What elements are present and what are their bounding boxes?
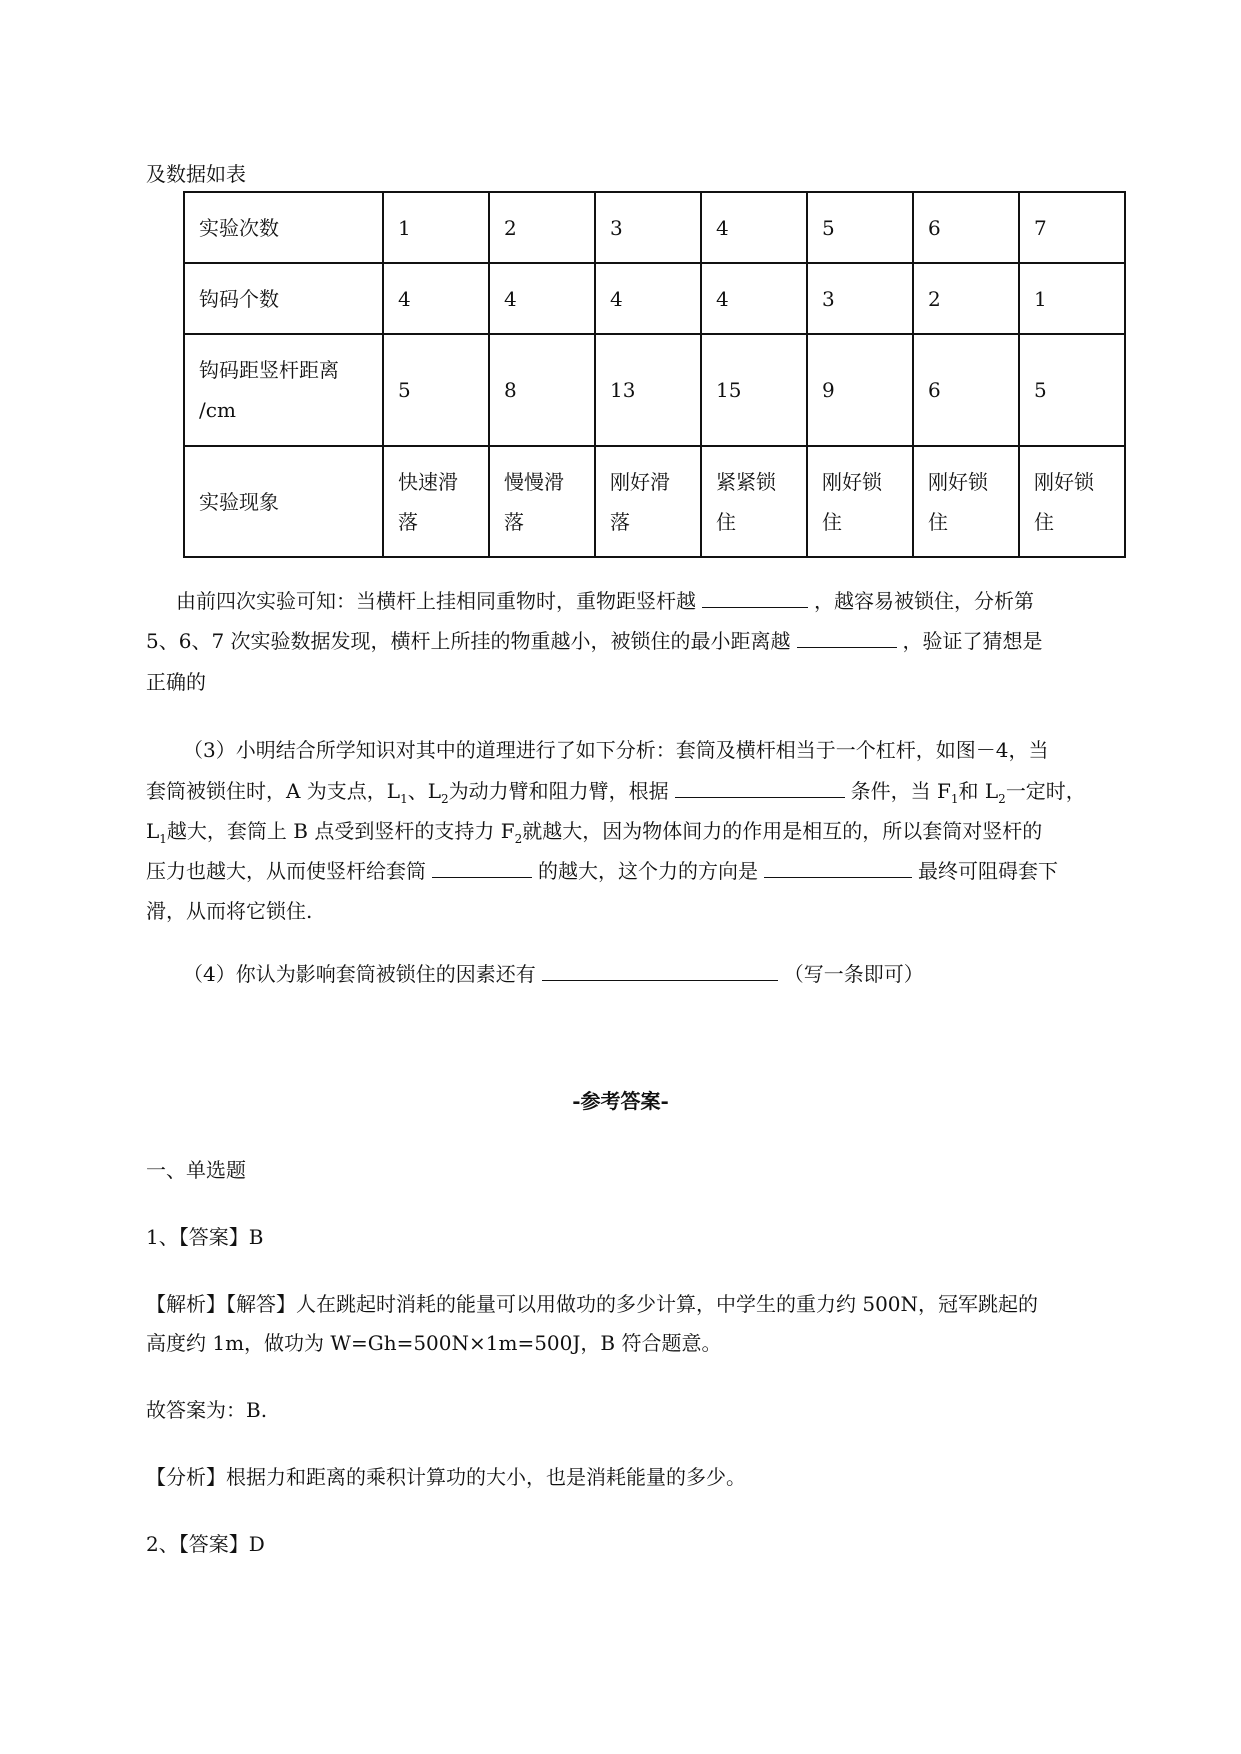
answer-blank — [764, 855, 912, 878]
cell-line: 住 — [822, 509, 842, 534]
table-cell — [913, 446, 1019, 557]
table-cell: 8 — [489, 334, 595, 446]
text: ，越容易被锁住，分析第 — [814, 589, 1034, 613]
table-cell: 4 — [383, 263, 489, 334]
paragraph-line — [146, 775, 1086, 806]
cell-line: 快速滑 — [398, 469, 458, 494]
answers-heading: -参考答案- — [572, 1089, 669, 1113]
text: 的越大，这个力的方向是 — [538, 859, 758, 883]
text: L — [146, 819, 160, 843]
table-cell — [595, 446, 701, 557]
answer-blank — [797, 625, 897, 648]
text: 套筒被锁住时，A 为支点，L — [146, 779, 401, 803]
table-cell: 4 — [595, 263, 701, 334]
text: 最终可阻碍套下 — [918, 859, 1058, 883]
text: 由前四次实验可知：当横杆上挂相同重物时，重物距竖杆越 — [176, 589, 696, 613]
table-cell: 5 — [1019, 334, 1125, 446]
table-cell: 6 — [913, 192, 1019, 263]
table-cell: 5 — [807, 192, 913, 263]
paragraph-line — [146, 815, 1042, 846]
intro-text: 及数据如表 — [146, 162, 246, 186]
conclusion-line: 故答案为：B. — [146, 1398, 268, 1422]
cell-line: 落 — [504, 509, 524, 534]
cell-line: 落 — [610, 509, 630, 534]
table-cell: 2 — [913, 263, 1019, 334]
subscript: 2 — [514, 832, 523, 846]
text: 和 L — [958, 779, 999, 803]
answer-blank — [702, 585, 808, 608]
subscript: 2 — [441, 792, 449, 806]
cell-line: 刚好锁 — [928, 469, 988, 494]
subscript: 2 — [998, 792, 1006, 806]
table-cell: 1 — [383, 192, 489, 263]
text: ，验证了猜想是 — [902, 629, 1043, 653]
cell-line: 刚好锁 — [822, 469, 882, 494]
table-cell: 5 — [383, 334, 489, 446]
table-cell: 4 — [701, 263, 807, 334]
cell-line: 刚好滑 — [610, 469, 670, 494]
table-cell: 4 — [701, 192, 807, 263]
table-row — [184, 192, 1125, 263]
answer-blank — [542, 958, 778, 981]
text: 一定时， — [1005, 779, 1086, 803]
row-label: 实验现象 — [184, 446, 383, 557]
table-cell: 6 — [913, 334, 1019, 446]
table-cell: 9 — [807, 334, 913, 446]
paragraph-line — [146, 855, 1058, 884]
cell-line: 住 — [928, 509, 948, 534]
table-cell — [383, 446, 489, 557]
table-cell: 3 — [807, 263, 913, 334]
table-row — [184, 263, 1125, 334]
table-cell — [489, 446, 595, 557]
analysis-line: 高度约 1m，做功为 W=Gh=500N×1m=500J，B 符合题意。 — [146, 1331, 722, 1355]
paragraph-line: 正确的 — [146, 670, 206, 694]
table-cell: 3 — [595, 192, 701, 263]
row-label — [184, 334, 383, 446]
table-cell: 13 — [595, 334, 701, 446]
table-cell — [1019, 446, 1125, 557]
table-cell: 1 — [1019, 263, 1125, 334]
cell-line: 刚好锁 — [1034, 469, 1094, 494]
analysis-line: 【解析】【解答】人在跳起时消耗的能量可以用做功的多少计算，中学生的重力约 500N，冠军跳起的 — [146, 1292, 1039, 1316]
text: 、L — [407, 779, 442, 803]
cell-line: 落 — [398, 509, 418, 534]
experiment-table — [183, 191, 1126, 558]
analysis-note: 【分析】根据力和距离的乘积计算功的大小，也是消耗能量的多少。 — [146, 1465, 746, 1489]
table-row — [184, 446, 1125, 557]
answer-item: 2、【答案】D — [146, 1532, 265, 1556]
subscript: 1 — [400, 792, 408, 806]
paragraph-line — [183, 958, 924, 987]
paragraph-line: 滑，从而将它锁住. — [146, 899, 313, 923]
answer-blank — [432, 855, 532, 878]
row-label-line: 钩码距竖杆距离 — [199, 358, 339, 382]
cell-line: 紧紧锁 — [716, 469, 776, 494]
answer-item: 1、【答案】B — [146, 1225, 264, 1249]
table-cell: 2 — [489, 192, 595, 263]
subscript: 1 — [159, 832, 167, 846]
subscript: 1 — [950, 792, 959, 806]
paragraph-line — [146, 625, 1043, 654]
text: 条件，当 F — [850, 779, 951, 803]
cell-line: 住 — [1034, 509, 1054, 534]
text: 为动力臂和阻力臂，根据 — [448, 779, 669, 803]
table-row — [184, 334, 1125, 446]
table-cell: 7 — [1019, 192, 1125, 263]
table-cell: 4 — [489, 263, 595, 334]
text: （写一条即可） — [783, 962, 924, 986]
text: 压力也越大，从而使竖杆给套筒 — [146, 859, 426, 883]
table-cell: 15 — [701, 334, 807, 446]
row-label-line: /cm — [199, 398, 236, 422]
table-cell — [807, 446, 913, 557]
cell-line: 住 — [716, 509, 736, 534]
text: 越大，套筒上 B 点受到竖杆的支持力 F — [166, 819, 515, 843]
paragraph-line: （3）小明结合所学知识对其中的道理进行了如下分析：套筒及横杆相当于一个杠杆，如图－4，当 — [183, 738, 1049, 762]
answer-blank — [675, 775, 845, 798]
row-label: 钩码个数 — [184, 263, 383, 334]
text: （4）你认为影响套筒被锁住的因素还有 — [183, 962, 536, 986]
text: 5、6、7 次实验数据发现，横杆上所挂的物重越小，被锁住的最小距离越 — [146, 629, 791, 653]
table-cell — [701, 446, 807, 557]
text: 就越大，因为物体间力的作用是相互的，所以套筒对竖杆的 — [522, 819, 1043, 843]
section-title: 一、单选题 — [146, 1158, 246, 1182]
cell-line: 慢慢滑 — [504, 469, 564, 494]
row-label: 实验次数 — [184, 192, 383, 263]
paragraph-line — [176, 585, 1034, 614]
